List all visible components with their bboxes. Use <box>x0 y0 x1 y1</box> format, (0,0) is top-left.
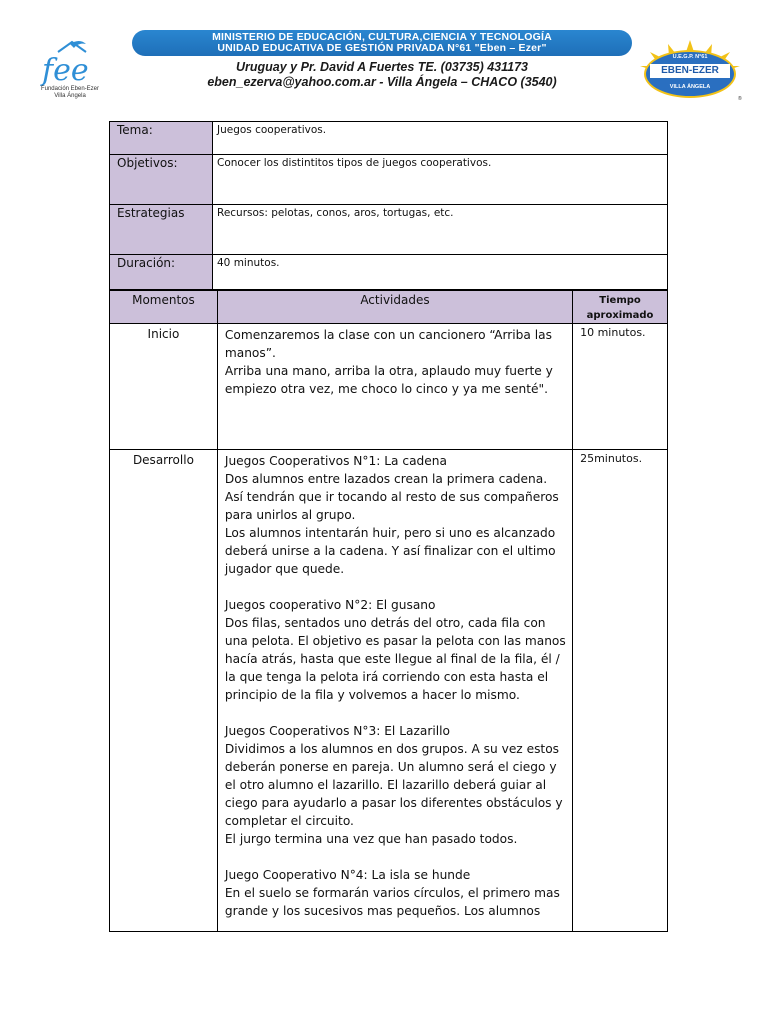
header-momentos: Momentos <box>110 291 218 324</box>
ministry-line2: UNIDAD EDUCATIVA DE GESTIÓN PRIVADA N°61 "Eben – Ezer" <box>217 42 547 54</box>
info-value: Juegos cooperativos. <box>213 122 668 155</box>
info-label: Duración: <box>110 255 213 290</box>
seal-top-text: U.E.G.P. N°61 <box>672 54 708 60</box>
header-actividades: Actividades <box>217 291 572 324</box>
time-cell: 10 minutos. <box>573 324 668 450</box>
info-value: Conocer los distintitos tipos de juegos cooperativos. <box>213 155 668 205</box>
fee-caption-line2: Villa Ángela <box>54 93 86 99</box>
info-label: Estrategias <box>110 205 213 255</box>
info-row-estrategias <box>110 205 668 255</box>
seal-name: EBEN-EZER <box>650 64 730 78</box>
momento-cell: Desarrollo <box>110 450 218 932</box>
activity-paragraph: Juego Cooperativo N°4: La isla se hunde En el suelo se formarán varios círculos, el primero mas grande y los sucesivos mas pequeños. Los alumnos <box>224 868 560 918</box>
activities-table <box>109 290 668 932</box>
time-cell: 25minutos. <box>573 450 668 932</box>
activity-paragraph: Juegos cooperativo N°2: El gusano Dos filas, sentados uno detrás del otro, cada fila con una pelota. El objetivo es pasar la pelota con las manos hacía atrás, hasta que este llegue al final de la fila, él / la que tenga la pelota irá corriendo con esta hasta el principio de la fila y volvemos a hacer lo mismo. <box>224 598 566 702</box>
address-line1: Uruguay y Pr. David A Fuertes TE. (03735) 431173 <box>235 60 529 74</box>
registered-mark: ® <box>738 96 742 102</box>
info-value: Recursos: pelotas, conos, aros, tortugas, etc. <box>213 205 668 255</box>
info-label: Objetivos: <box>110 155 213 205</box>
ministry-banner <box>132 30 632 56</box>
school-address <box>132 60 632 90</box>
activity-row-desarrollo <box>110 450 668 932</box>
lesson-info-table <box>109 121 668 290</box>
school-seal <box>638 40 742 104</box>
activity-description <box>217 450 572 932</box>
activities-header-row <box>110 291 668 324</box>
info-row-objetivos <box>110 155 668 205</box>
fee-caption-line1: Fundación Eben-Ezer <box>40 86 100 92</box>
activity-paragraph: Juegos Cooperativos N°1: La cadena Dos alumnos entre lazados crean la primera cadena. Así tendrán que ir tocando al resto de sus compañeros para unirlos al grupo. Los alumnos intentarán huir, pero si uno es alcanzado deberá unirse a la cadena. Y así finalizar con el ultimo jugador que quede. <box>224 454 559 576</box>
activity-paragraph: Juegos Cooperativos N°3: El Lazarillo Dividimos a los alumnos en dos grupos. A su vez estos deberán ponerse en pareja. Un alumno será el ciego y el otro alumno el lazarillo. El lazarillo deberá guiar al ciego para ayudarlo a pasar los diferentes obstáculos y completar el circuito. El jurgo termina una vez que han pasado todos. <box>224 724 563 846</box>
activity-paragraph: Comenzaremos la clase con un cancionero “Arriba las manos”. Arriba una mano, arriba la otra, aplaudo muy fuerte y empiezo otra vez, me choco lo cinco y ya me senté". <box>224 328 553 396</box>
info-row-tema <box>110 122 668 155</box>
fee-logo-icon <box>36 40 106 88</box>
ministry-line1: MINISTERIO DE EDUCACIÓN, CULTURA,CIENCIA Y TECNOLOGÍA <box>212 31 552 43</box>
info-label: Tema: <box>110 122 213 155</box>
svg-text:fee: fee <box>42 53 89 88</box>
seal-bottom-text: VILLA ÁNGELA <box>669 84 711 90</box>
info-row-duracion <box>110 255 668 290</box>
info-value: 40 minutos. <box>213 255 668 290</box>
fee-foundation-logo <box>30 40 110 102</box>
document-header <box>0 0 768 112</box>
activity-row-inicio <box>110 324 668 450</box>
fee-logo-caption <box>30 86 110 100</box>
activity-description <box>217 324 572 450</box>
header-tiempo: Tiempo aproximado <box>573 291 668 324</box>
address-line2: eben_ezerva@yahoo.com.ar - Villa Ángela – CHACO (3540) <box>207 75 557 89</box>
momento-cell: Inicio <box>110 324 218 450</box>
